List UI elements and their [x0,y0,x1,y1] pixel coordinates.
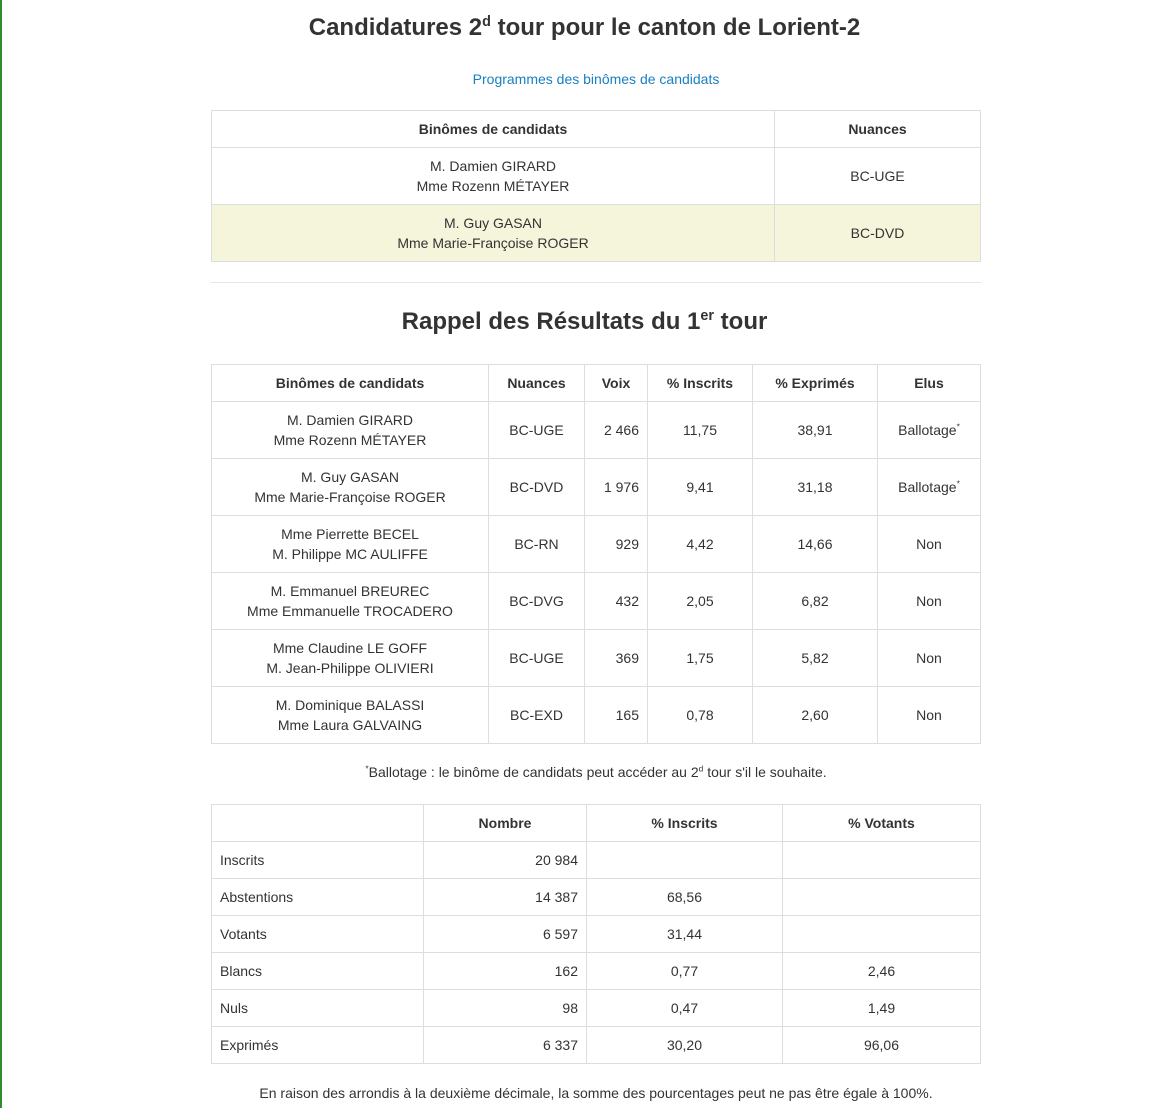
table-row [212,916,981,953]
candidate-pair: Mme Claudine LE GOFF M. Jean-Philippe OLIVIERI [212,630,489,687]
header-pct-inscrits: % Inscrits [587,805,783,842]
voix-cell: 165 [585,687,648,744]
table-row [212,1027,981,1064]
table-row [212,630,981,687]
nuance-cell: BC-UGE [775,148,981,205]
table-row [212,953,981,990]
stats-table [211,804,981,1064]
nuance-cell: BC-DVD [775,205,981,262]
candidate-pair: M. Emmanuel BREUREC Mme Emmanuelle TROCADERO [212,573,489,630]
elus-cell: Ballotage* [878,459,981,516]
elus-cell: Non [878,573,981,630]
table-row [212,516,981,573]
pct-exprimes-cell: 38,91 [753,402,878,459]
pct-inscrits-cell: 0,78 [648,687,753,744]
header-elus: Elus [878,365,981,402]
table-row [212,402,981,459]
candidate-pair: M. Damien GIRARD Mme Rozenn MÉTAYER [212,402,489,459]
stat-pct-votants [783,842,981,879]
header-nuances: Nuances [775,111,981,148]
table-row [212,842,981,879]
table-row [212,459,981,516]
header-pct-exprimes: % Exprimés [753,365,878,402]
nuance-cell: BC-RN [489,516,585,573]
first-round-table-wrap [211,364,981,744]
stat-label: Abstentions [212,879,424,916]
stat-pct-inscrits: 31,44 [587,916,783,953]
rounding-footnote: En raison des arrondis à la deuxième décimale, la somme des pourcentages peut ne pas être égale à 100%. [259,1085,933,1101]
nuance-cell: BC-DVD [489,459,585,516]
candidate-pair: M. Dominique BALASSI Mme Laura GALVAING [212,687,489,744]
pct-exprimes-cell: 31,18 [753,459,878,516]
stats-table-wrap [211,804,981,1064]
first-round-title: Rappel des Résultats du 1er tour [401,308,768,335]
header-empty [212,805,424,842]
header-nuances: Nuances [489,365,585,402]
voix-cell: 2 466 [585,402,648,459]
pct-inscrits-cell: 1,75 [648,630,753,687]
stat-label: Exprimés [212,1027,424,1064]
stat-nombre: 162 [424,953,587,990]
header-binomes: Binômes de candidats [212,365,489,402]
nuance-cell: BC-UGE [489,630,585,687]
voix-cell: 369 [585,630,648,687]
programmes-link[interactable]: Programmes des binômes de candidats [472,71,720,87]
stat-label: Votants [212,916,424,953]
elus-cell: Ballotage* [878,402,981,459]
second-round-title: Candidatures 2$^d$ tour pour le canton de Lorient-2 [308,14,861,41]
stat-pct-votants: 2,46 [783,953,981,990]
pct-exprimes-cell: 14,66 [753,516,878,573]
table-row [212,573,981,630]
stat-pct-votants [783,879,981,916]
pct-inscrits-cell: 2,05 [648,573,753,630]
table-row [212,205,981,262]
stat-pct-inscrits: 0,47 [587,990,783,1027]
pct-inscrits-cell: 4,42 [648,516,753,573]
table-row [212,148,981,205]
voix-cell: 432 [585,573,648,630]
candidate-pair: M. Guy GASAN Mme Marie-Françoise ROGER [212,205,775,262]
header-voix: Voix [585,365,648,402]
candidate-pair: M. Damien GIRARD Mme Rozenn MÉTAYER [212,148,775,205]
voix-cell: 929 [585,516,648,573]
table-row [212,687,981,744]
stat-pct-inscrits: 68,56 [587,879,783,916]
second-round-table [211,110,981,262]
first-round-table [211,364,981,744]
elus-cell: Non [878,516,981,573]
stat-label: Blancs [212,953,424,990]
stat-pct-votants: 1,49 [783,990,981,1027]
stat-nombre: 98 [424,990,587,1027]
candidate-pair: Mme Pierrette BECEL M. Philippe MC AULIFFE [212,516,489,573]
elus-cell: Non [878,630,981,687]
nuance-cell: BC-DVG [489,573,585,630]
table-row [212,879,981,916]
stat-nombre: 20 984 [424,842,587,879]
table-row [212,990,981,1027]
nuance-cell: BC-EXD [489,687,585,744]
stat-nombre: 14 387 [424,879,587,916]
pct-inscrits-cell: 11,75 [648,402,753,459]
stat-pct-inscrits: 0,77 [587,953,783,990]
pct-exprimes-cell: 6,82 [753,573,878,630]
second-round-table-wrap [211,110,981,262]
stat-label: Nuls [212,990,424,1027]
pct-inscrits-cell: 9,41 [648,459,753,516]
elus-cell: Non [878,687,981,744]
candidate-pair: M. Guy GASAN Mme Marie-Françoise ROGER [212,459,489,516]
stat-pct-votants: 96,06 [783,1027,981,1064]
stat-label: Inscrits [212,842,424,879]
stat-pct-votants [783,916,981,953]
page-left-border [0,0,2,1108]
header-pct-votants: % Votants [783,805,981,842]
ballotage-note: *Ballotage : le binôme de candidats peut accéder au 2$^d$ tour s'il le souhaite. [365,763,827,780]
stat-pct-inscrits: 30,20 [587,1027,783,1064]
header-pct-inscrits: % Inscrits [648,365,753,402]
pct-exprimes-cell: 2,60 [753,687,878,744]
voix-cell: 1 976 [585,459,648,516]
header-nombre: Nombre [424,805,587,842]
stat-pct-inscrits [587,842,783,879]
nuance-cell: BC-UGE [489,402,585,459]
pct-exprimes-cell: 5,82 [753,630,878,687]
section-divider [211,282,981,283]
stat-nombre: 6 597 [424,916,587,953]
stat-nombre: 6 337 [424,1027,587,1064]
header-binomes: Binômes de candidats [212,111,775,148]
